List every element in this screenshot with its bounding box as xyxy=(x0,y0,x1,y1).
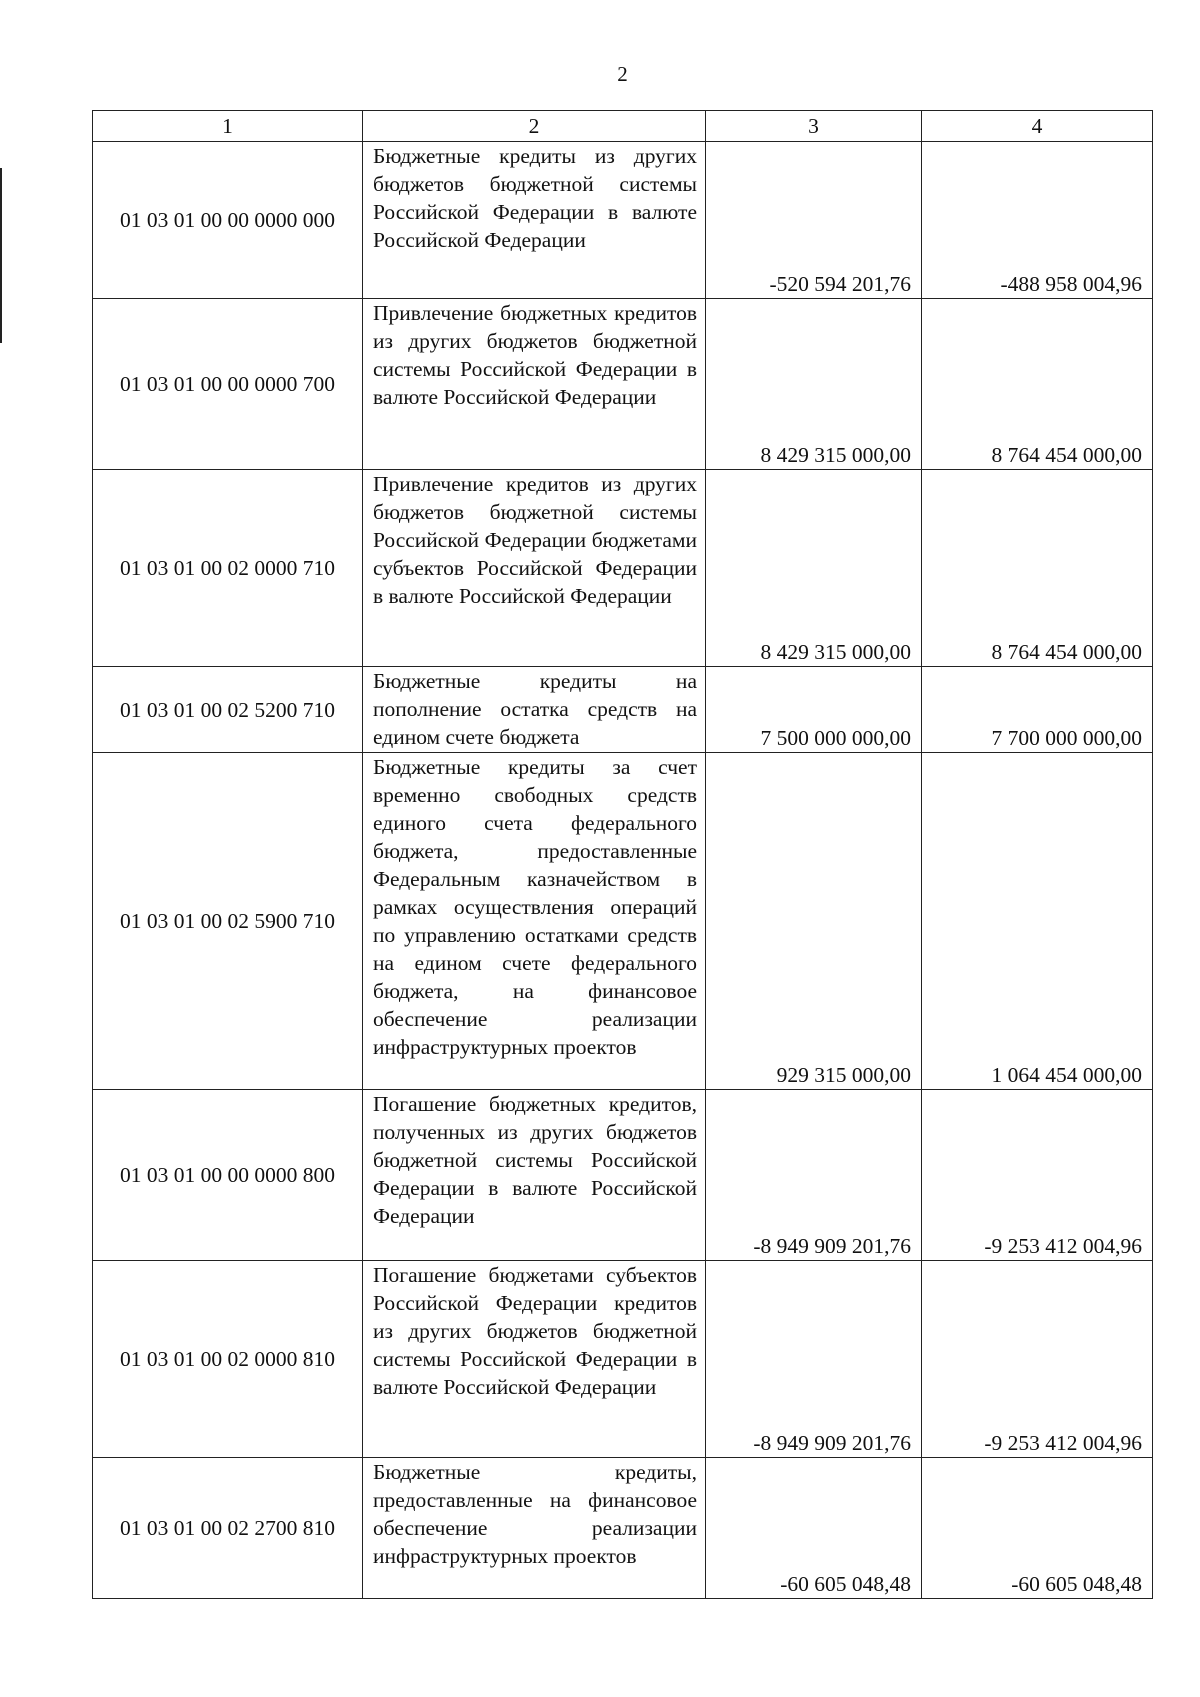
row-value-col4: -488 958 004,96 xyxy=(922,142,1153,299)
page-number: 2 xyxy=(617,62,628,86)
row-code: 01 03 01 00 00 0000 700 xyxy=(93,299,363,470)
row-name: Бюджетные кредиты из других бюджетов бюджетной системы Российской Федерации в валюте Российской Федерации xyxy=(363,142,706,299)
row-value-col3: -520 594 201,76 xyxy=(706,142,922,299)
table-header-row xyxy=(93,111,1153,142)
row-value-col3: -8 949 909 201,76 xyxy=(706,1261,922,1458)
row-name: Бюджетные кредиты, предоставленные на финансовое обеспечение реализации инфраструктурных проектов xyxy=(363,1458,706,1599)
table-row xyxy=(93,1261,1153,1458)
budget-credits-table xyxy=(92,110,1153,1599)
row-code: 01 03 01 00 02 5900 710 xyxy=(93,753,363,1090)
table-row xyxy=(93,142,1153,299)
row-value-col3: -60 605 048,48 xyxy=(706,1458,922,1599)
row-value-col4: -9 253 412 004,96 xyxy=(922,1261,1153,1458)
table-row xyxy=(93,1458,1153,1599)
row-value-col4: 7 700 000 000,00 xyxy=(922,667,1153,753)
column-header-2: 2 xyxy=(363,111,706,142)
row-code: 01 03 01 00 02 0000 810 xyxy=(93,1261,363,1458)
row-value-col4: 1 064 454 000,00 xyxy=(922,753,1153,1090)
row-code: 01 03 01 00 02 2700 810 xyxy=(93,1458,363,1599)
row-value-col4: -9 253 412 004,96 xyxy=(922,1090,1153,1261)
table-row xyxy=(93,1090,1153,1261)
row-value-col3: 8 429 315 000,00 xyxy=(706,470,922,667)
row-name: Привлечение кредитов из других бюджетов бюджетной системы Российской Федерации бюджетами субъектов Российской Федерации в валюте Российской Федерации xyxy=(363,470,706,667)
row-code: 01 03 01 00 00 0000 000 xyxy=(93,142,363,299)
table-row xyxy=(93,753,1153,1090)
row-code: 01 03 01 00 00 0000 800 xyxy=(93,1090,363,1261)
scan-edge-mark xyxy=(0,168,2,343)
row-name: Привлечение бюджетных кредитов из других бюджетов бюджетной системы Российской Федерации в валюте Российской Федерации xyxy=(363,299,706,470)
row-value-col4: 8 764 454 000,00 xyxy=(922,470,1153,667)
row-name: Бюджетные кредиты за счет временно свободных средств единого счета федерального бюджета, предоставленные Федеральным казначейством в рамках осуществления операций по управлению остатками средств на едином счете федерального бюджета, на финансовое обеспечение реализации инфраструктурных проектов xyxy=(363,753,706,1090)
row-value-col3: 929 315 000,00 xyxy=(706,753,922,1090)
column-header-1: 1 xyxy=(93,111,363,142)
table-row xyxy=(93,299,1153,470)
row-value-col4: -60 605 048,48 xyxy=(922,1458,1153,1599)
table-row xyxy=(93,667,1153,753)
row-value-col3: 7 500 000 000,00 xyxy=(706,667,922,753)
row-code: 01 03 01 00 02 0000 710 xyxy=(93,470,363,667)
column-header-4: 4 xyxy=(922,111,1153,142)
row-value-col3: -8 949 909 201,76 xyxy=(706,1090,922,1261)
row-value-col3: 8 429 315 000,00 xyxy=(706,299,922,470)
row-name: Погашение бюджетных кредитов, полученных из других бюджетов бюджетной системы Российской Федерации в валюте Российской Федерации xyxy=(363,1090,706,1261)
table-row xyxy=(93,470,1153,667)
row-name: Погашение бюджетами субъектов Российской Федерации кредитов из других бюджетов бюджетной системы Российской Федерации в валюте Российской Федерации xyxy=(363,1261,706,1458)
row-code: 01 03 01 00 02 5200 710 xyxy=(93,667,363,753)
column-header-3: 3 xyxy=(706,111,922,142)
row-value-col4: 8 764 454 000,00 xyxy=(922,299,1153,470)
row-name: Бюджетные кредиты на пополнение остатка средств на едином счете бюджета xyxy=(363,667,706,753)
